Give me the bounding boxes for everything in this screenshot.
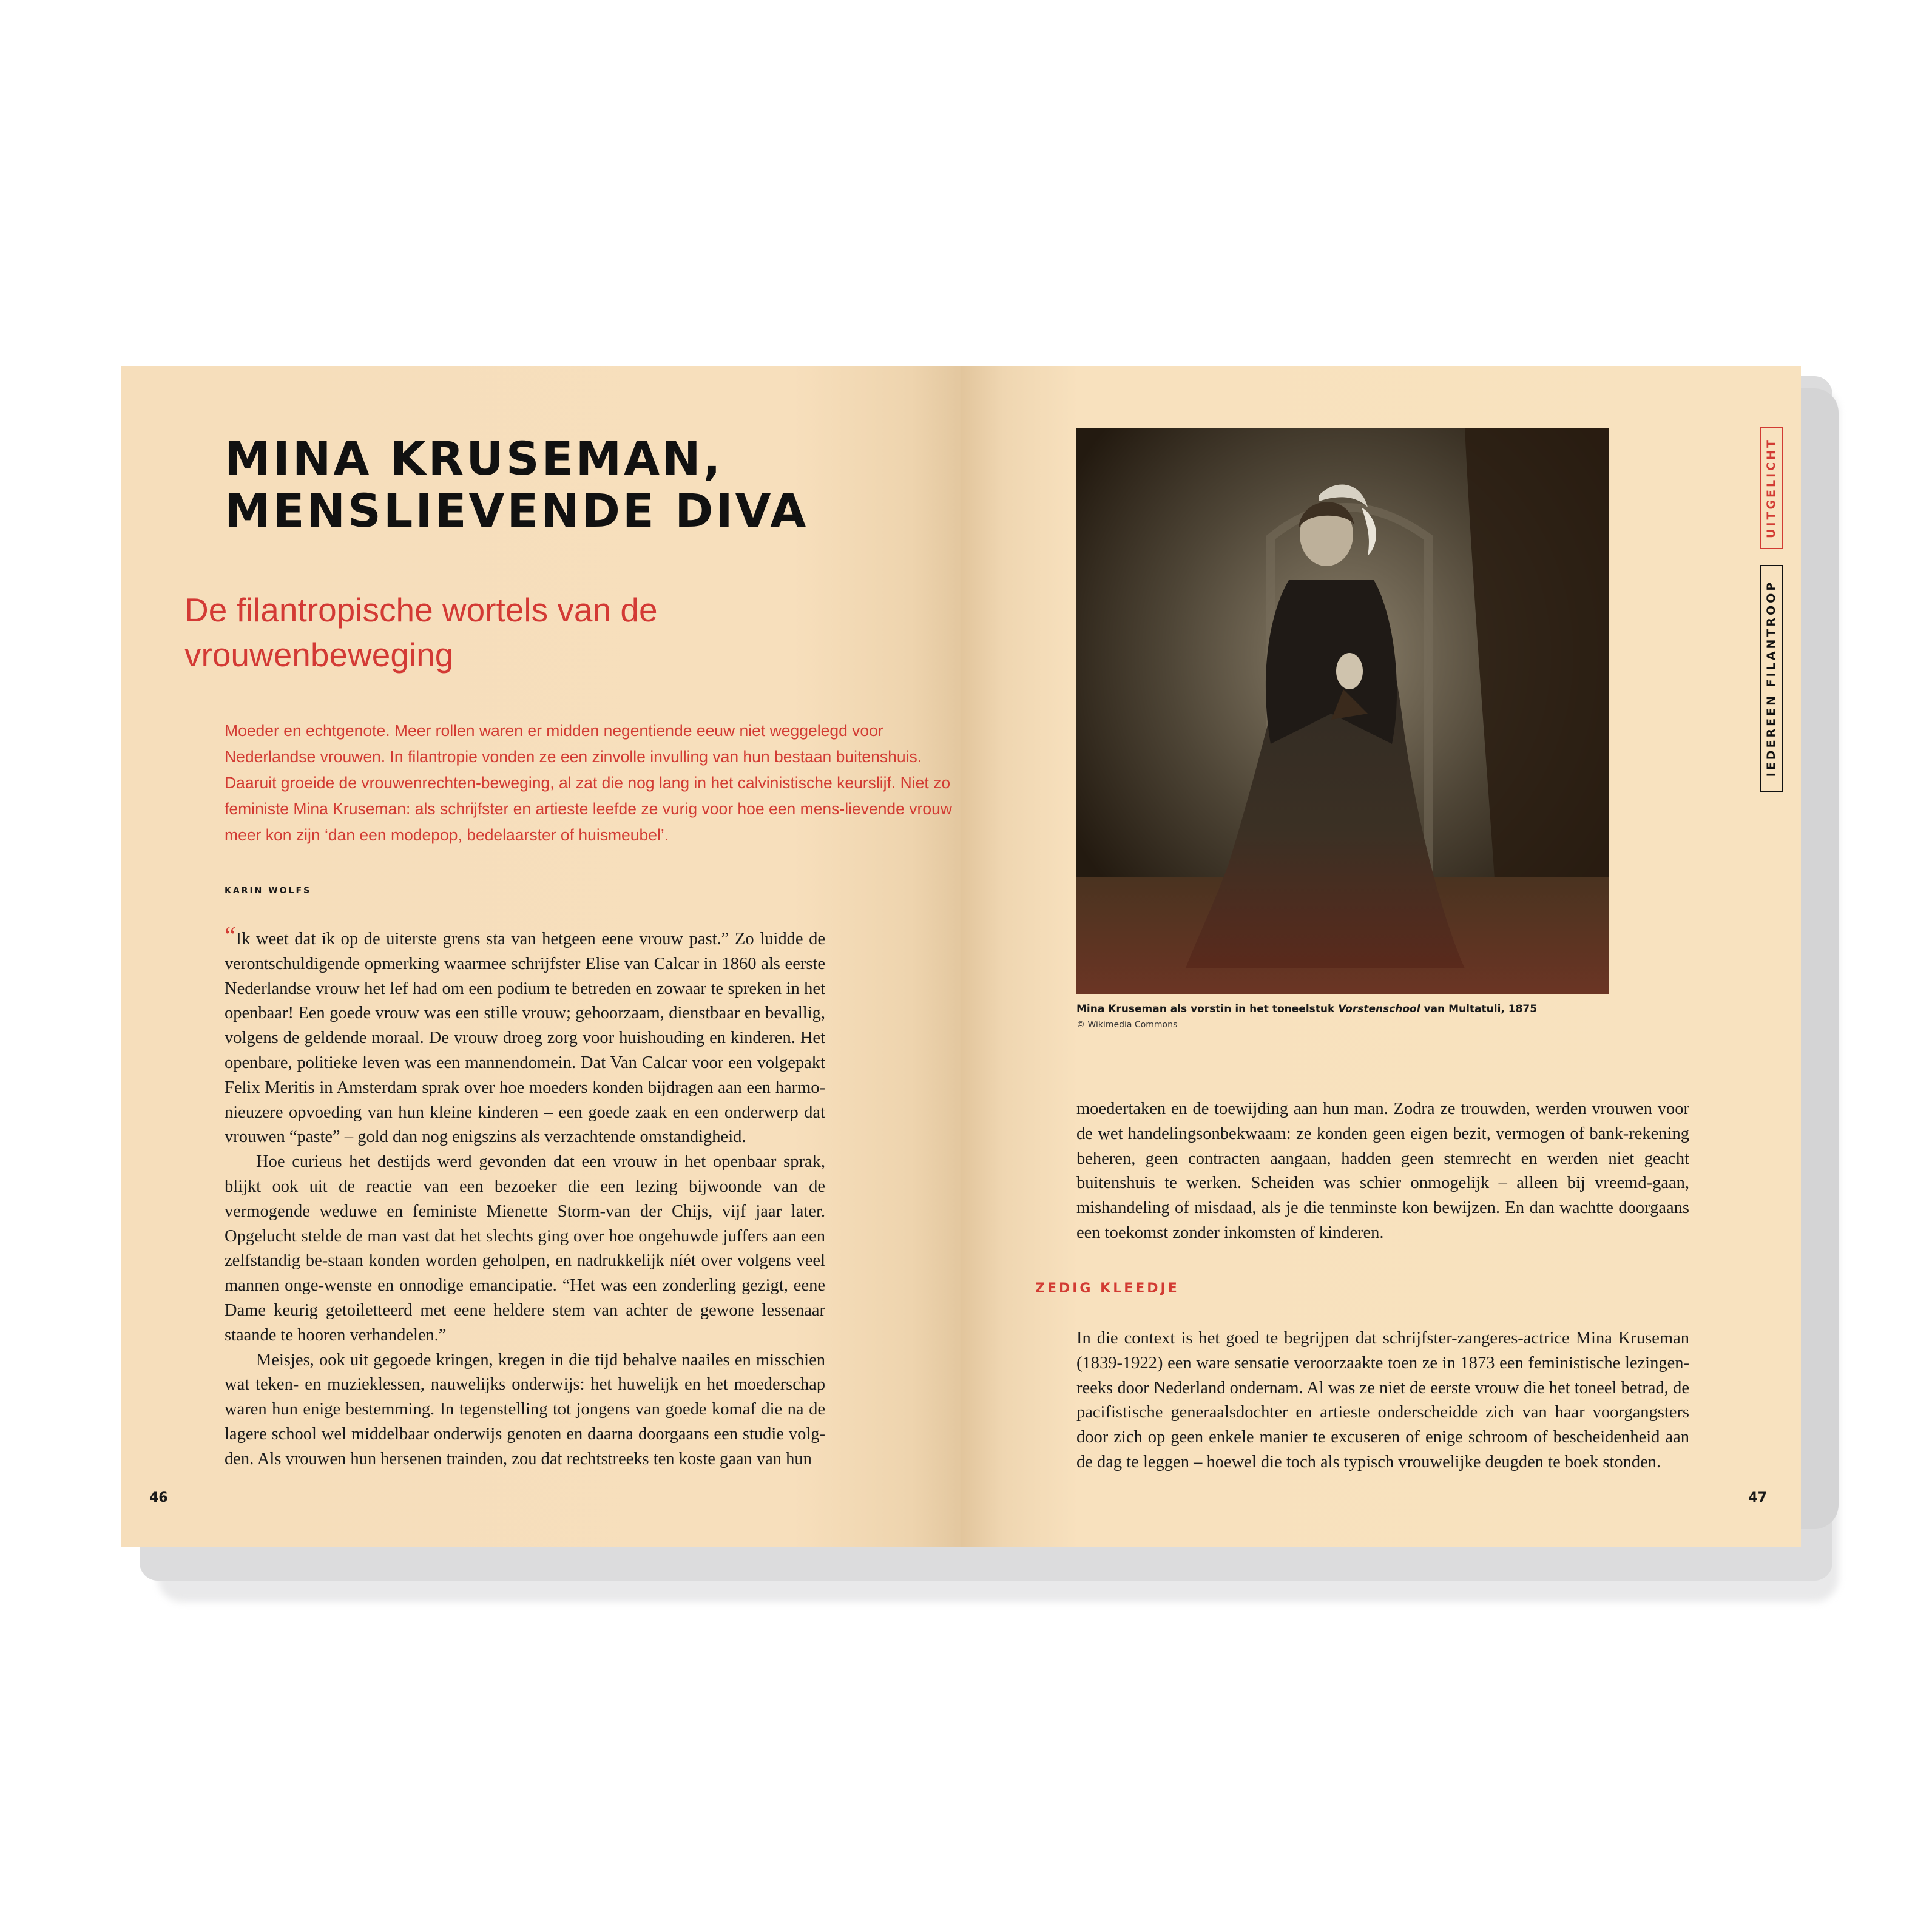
caption-text-end: van Multatuli, 1875	[1420, 1003, 1538, 1015]
portrait-illustration	[1076, 428, 1609, 994]
magazine-spread	[121, 366, 1801, 1547]
body-paragraph: In die context is het goed te begrijpen dat schrijfster-zangeres-actrice Mina Kruseman (1839-1922) een ware sensatie veroorzaakte toen ze in 1873 een feministische lezingen-reeks door Nederland ondernam. Al was ze niet de eerste vrouw die het toneel betrad, de pacifistische generaalsdochter en artieste onderscheidde zich van haar voorgangsters door zich op geen enkele manier te excuseren of enige schroom of bescheidenheid aan de dag te leggen – hoewel die toch als typisch vrouwelijke deugden te boek stonden.	[1076, 1329, 1689, 1471]
right-body-column-bottom	[1076, 1326, 1689, 1475]
body-paragraph	[225, 922, 825, 1150]
title-line-1: MINA KRUSEMAN,	[225, 431, 723, 485]
article-intro: Moeder en echtgenote. Meer rollen waren er midden negentiende eeuw niet weggelegd voor Nederlandse vrouwen. In filantropie vonden ze een zinvolle invulling van hun bestaan buitenshuis. Daaruit groeide de vrouwenrechten-beweging, al zat die nog lang in het calvinistische keurslijf. Niet zo feministe Mina Kruseman: als schrijfster en artieste leefde ze vurig voor hoe een mens-lievende vrouw meer kon zijn ‘dan een modepop, bedelaarster of huismeubel’.	[225, 721, 952, 844]
portrait-photo	[1076, 428, 1609, 994]
body-paragraph: Hoe curieus het destijds werd gevonden dat een vrouw in het openbaar sprak, blijkt ook uit de reactie van een bezoeker die een lezing bijwoonde van de vermogende weduwe en feministe Mienette Storm-van der Chijs, vijf jaar later. Opgelucht stelde de man vast dat het slechts ging over hoe ongehuwde juffers aan een zelfstandig be-staan konden worden geholpen, en nadrukkelijk níét over volgens veel mannen onge-wenste en onnodige emancipatie. “Het was een zonderling gezigt, eene Dame keurig getoiletteerd met eene heldere stem van achter de gewone lessenaar staande te hooren verhandelen.”	[225, 1152, 825, 1345]
page-number-left: 46	[149, 1490, 168, 1505]
body-paragraph: moedertaken en de toewijding aan hun man. Zodra ze trouwden, werden vrouwen voor de wet handelingsonbekwaam: ze konden geen eigen bezit, vermogen of bank-rekening beheren, geen contracten aangaan, hadden geen stemrecht en werden niet geacht buitenshuis te werken. Scheiden was schier onmogelijk – alleen bij vreemd-gaan, mishandeling of misdaad, als je die tenminste kon bewijzen. En dan wachtte doorgaans een toekomst zonder inkomsten of kinderen.	[1076, 1099, 1689, 1242]
section-heading: ZEDIG KLEEDJE	[1035, 1281, 1180, 1296]
page-number-right: 47	[1748, 1490, 1767, 1505]
article-subtitle: De filantropische wortels van de vrouwenbeweging	[184, 591, 658, 674]
photo-credit: © Wikimedia Commons	[1076, 1020, 1178, 1030]
right-body-column-top	[1076, 1097, 1689, 1246]
caption-play-title: Vorstenschool	[1338, 1003, 1420, 1015]
tab-uitgelicht	[1760, 427, 1783, 549]
author-byline: KARIN WOLFS	[225, 886, 312, 896]
tab-uitgelicht-label: UITGELICHT	[1765, 437, 1778, 539]
tab-series-label: IEDEREEN FILANTROOP	[1765, 579, 1778, 777]
paragraph-text: Ik weet dat ik op de uiterste grens sta van hetgeen eene vrouw past.” Zo luidde de verontschuldigende opmerking waarmee schrijfster Elise van Calcar in 1860 als eerste Nederlandse vrouw het lef had om een podium te betreden en zowaar te spreken in het openbaar! Een goede vrouw was een stille vrouw; gehoorzaam, dienstbaar en bevallig, volgens de geldende moraal. De vrouw droeg zorg voor huishouding en kinderen. Het openbare, politieke leven was een mannendomein. Dat Van Calcar voor een volgepakt Felix Meritis in Amsterdam sprak over hoe moeders konden bijdragen aan een harmo-nieuzere opvoeding van hun kleine kinderen – een goede zaak en een onderwerp dat vrouwen “paste” – gold dan nog enigszins als verzachtende omstandigheid.	[225, 930, 825, 1147]
opening-quote-mark: “	[225, 922, 236, 950]
title-line-2: MENSLIEVENDE DIVA	[225, 484, 809, 538]
body-paragraph: Meisjes, ook uit gegoede kringen, kregen in die tijd behalve naailes en misschien wat teken- en muzieklessen, nauwelijks onderwijs: het huwelijk en het moederschap waren hun enige bestemming. In tegenstelling tot jongens van goede komaf die na de lagere school wel middelbaar onderwijs genoten en daarna doorgaans een studie volg-den. Als vrouwen hun hersenen trainden, zou dat rechtstreeks ten koste gaan van hun	[225, 1350, 825, 1468]
photo-caption	[1076, 1003, 1623, 1015]
left-page	[121, 366, 961, 1547]
tab-iedereen-filantroop	[1760, 565, 1783, 792]
caption-text: Mina Kruseman als vorstin in het toneelstuk	[1076, 1003, 1339, 1015]
right-page	[961, 366, 1801, 1547]
left-body-column	[225, 922, 825, 1472]
article-title	[225, 433, 808, 537]
